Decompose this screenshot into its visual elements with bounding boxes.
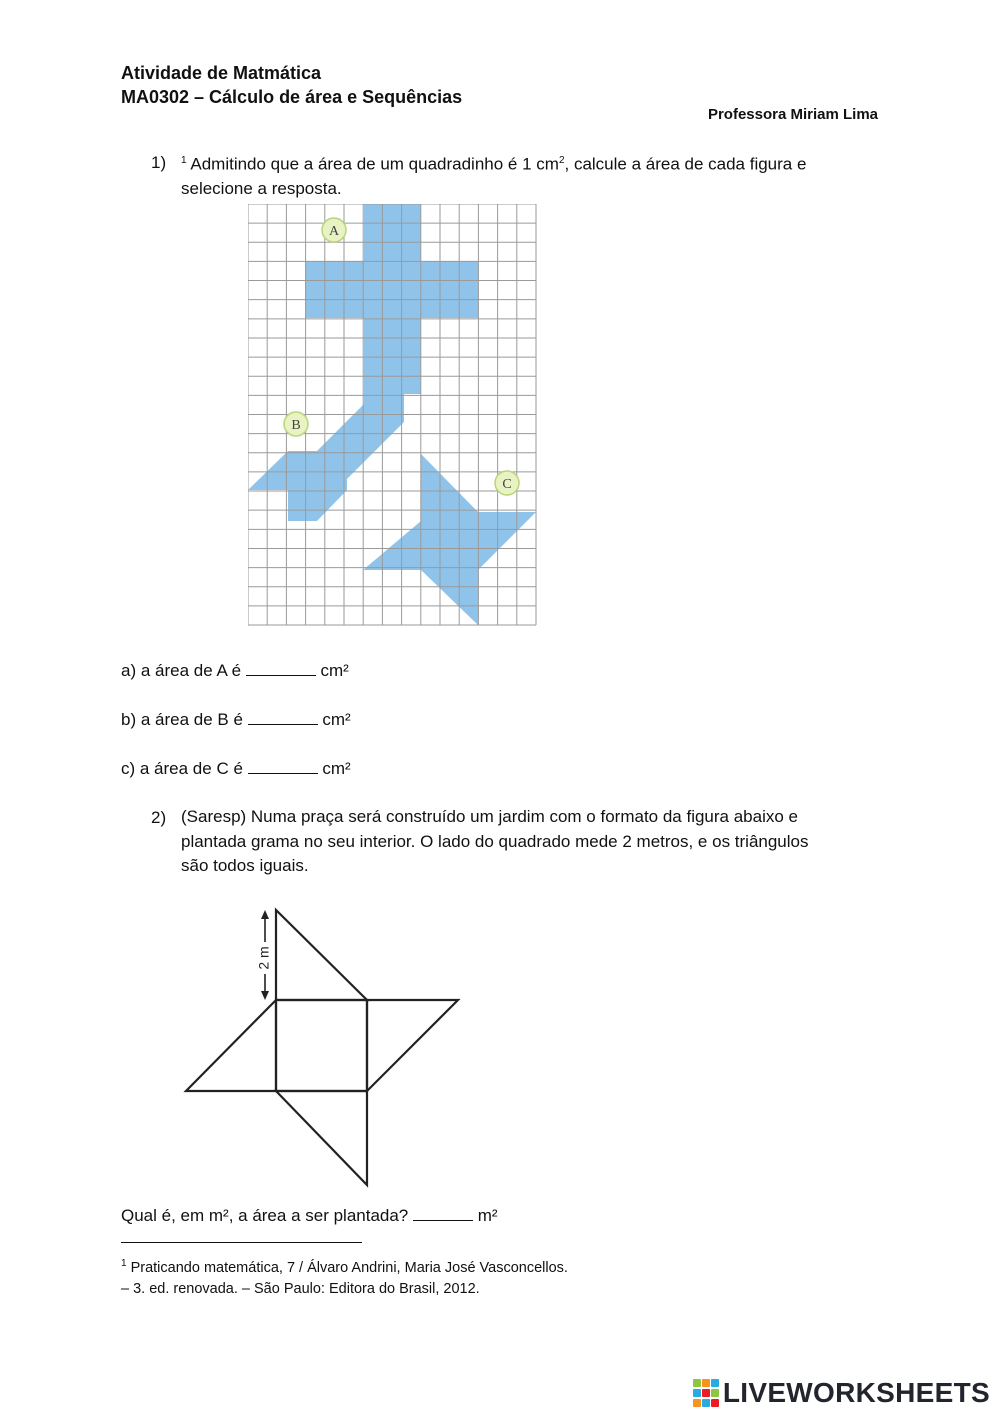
answer-area-input[interactable] bbox=[413, 1220, 473, 1221]
svg-text:B: B bbox=[291, 418, 301, 433]
question-1-number: 1) bbox=[151, 153, 167, 172]
question-2-text: (Saresp) Numa praça será construído um jardim com o formato da figura abaixo e plantada grama no seu interior. O lado do quadrado mede 2 metros, e os triângulos são todos iguais. bbox=[181, 807, 809, 875]
liveworksheets-icon bbox=[693, 1379, 719, 1407]
answer-a-line: a) a área de A é cm² bbox=[121, 661, 349, 680]
answer-a-input[interactable] bbox=[246, 675, 316, 676]
svg-text:C: C bbox=[502, 477, 512, 492]
footnote-ref: 1 bbox=[181, 155, 187, 166]
dimension-label: 2 m bbox=[255, 946, 272, 970]
triangle-bottom bbox=[276, 1091, 367, 1185]
answer-c-input[interactable] bbox=[248, 773, 318, 774]
teacher-name: Professora Miriam Lima bbox=[707, 106, 878, 123]
question-1-text: $^1$ Admitindo que a área de um quadradinho é 1 $cm^2$, calcule a área de cada figura e selecione a resposta. bbox=[181, 154, 807, 199]
figure-b-shape bbox=[248, 394, 404, 521]
footnote: $^1$ Praticando matemática, 7 / Álvaro Andrini, Maria José Vasconcellos. – 3. ed. renovada. – São Paulo: Editora do Brasil, 2012. bbox=[121, 1258, 568, 1297]
garden-figure bbox=[180, 900, 470, 1200]
worksheet-subtitle: MA0302 – Cálculo de área e Sequências bbox=[121, 87, 463, 107]
liveworksheets-logo: LIVEWORKSHEETS bbox=[693, 1377, 990, 1409]
answer-c-line: c) a área de C é cm² bbox=[121, 759, 351, 778]
figure-label-b bbox=[284, 412, 308, 436]
triangle-right bbox=[367, 1000, 458, 1091]
garden-square bbox=[276, 1000, 367, 1091]
squared-sup: 2 bbox=[558, 155, 565, 166]
grid-figure bbox=[248, 204, 540, 628]
figure-label-a bbox=[322, 218, 346, 242]
triangle-left bbox=[186, 1000, 276, 1091]
footnote-divider bbox=[121, 1242, 362, 1243]
triangle-top bbox=[276, 910, 367, 1000]
question-2-number: 2) bbox=[151, 808, 167, 827]
answer-b-line: b) a área de B é cm² bbox=[121, 710, 351, 729]
worksheet-title: Atividade de Matmática bbox=[121, 63, 322, 83]
svg-text:A: A bbox=[328, 224, 340, 239]
answer-b-input[interactable] bbox=[248, 724, 318, 725]
figure-label-c bbox=[495, 471, 519, 495]
question-2-answer-line: Qual é, em m², a área a ser plantada? m² bbox=[121, 1206, 498, 1225]
